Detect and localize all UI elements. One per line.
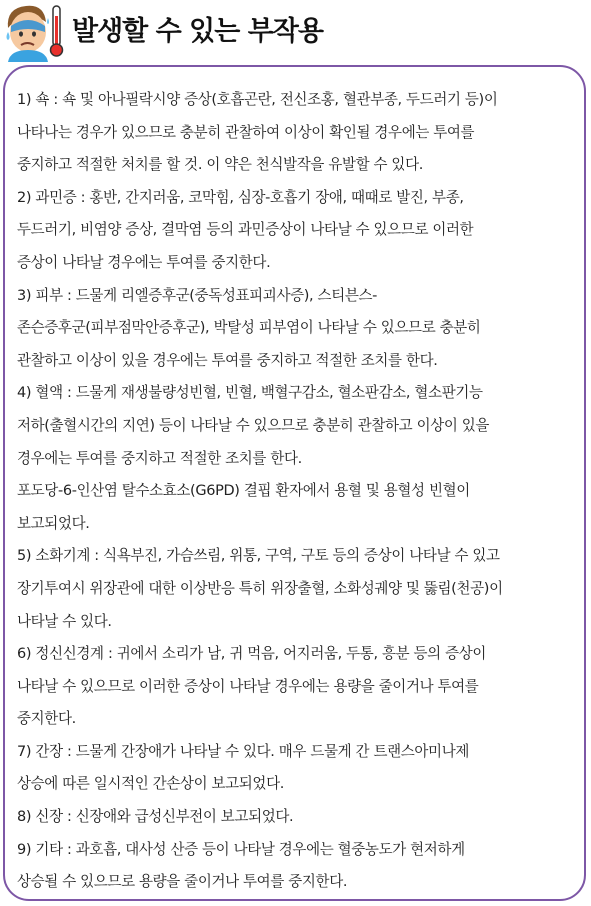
text-line: 8) 신장 : 신장애와 급성신부전이 보고되었다.	[17, 808, 294, 826]
text-line: 두드러기, 비염양 증상, 결막염 등의 과민증상이 나타날 수 있으므로 이러한	[17, 221, 474, 239]
text-line: 7) 간장 : 드물게 간장애가 나타날 수 있다. 매우 드물게 간 트랜스아미나제	[17, 742, 469, 760]
text-line: 경우에는 투여를 중지하고 적절한 조치를 한다.	[17, 449, 302, 467]
text-line: 상승에 따른 일시적인 간손상이 보고되었다.	[17, 775, 284, 793]
text-line: 저하(출혈시간의 지연) 등이 나타날 수 있으므로 충분히 관찰하고 이상이 있을	[17, 416, 490, 434]
section-header	[0, 0, 591, 62]
text-line: 나타나는 경우가 있으므로 충분히 관찰하여 이상이 확인될 경우에는 투여를	[17, 123, 475, 141]
text-line: 포도당-6-인산염 탈수소효소(G6PD) 결핍 환자에서 용혈 및 용혈성 빈혈이	[17, 482, 470, 500]
text-line: 중지하고 적절한 처치를 할 것. 이 약은 천식발작을 유발할 수 있다.	[17, 156, 424, 174]
text-line: 중지한다.	[17, 710, 76, 728]
text-line: 2) 과민증 : 홍반, 간지러움, 코막힘, 심장-호흡기 장애, 때때로 발진, 부종,	[17, 188, 464, 206]
text-line: 증상이 나타날 경우에는 투여를 중지한다.	[17, 253, 271, 271]
text-line: 나타날 수 있다.	[17, 612, 112, 630]
text-line: 관찰하고 이상이 있을 경우에는 투여를 중지하고 적절한 조치를 한다.	[17, 351, 438, 369]
side-effects-text	[17, 84, 577, 899]
text-line: 1) 쇽 : 쇽 및 아나필락시양 증상(호흡곤란, 전신조홍, 혈관부종, 두드러기 등)이	[17, 91, 498, 108]
text-line: 존슨증후군(피부점막안증후군), 박탈성 피부염이 나타날 수 있으므로 충분히	[17, 319, 481, 337]
text-line: 나타날 수 있으므로 이러한 증상이 나타날 경우에는 용량을 줄이거나 투여를	[17, 677, 479, 695]
text-line: 상승될 수 있으므로 용량을 줄이거나 투여를 중지한다.	[17, 873, 348, 891]
text-line: 9) 기타 : 과호흡, 대사성 산증 등이 나타날 경우에는 혈중농도가 현저하게	[17, 840, 465, 858]
text-line: 3) 피부 : 드물게 리엘증후군(중독성표피괴사증), 스티븐스-	[17, 286, 378, 304]
text-line: 보고되었다.	[17, 514, 90, 532]
text-line: 장기투여시 위장관에 대한 이상반응 특히 위장출혈, 소화성궤양 및 뚫림(천공)이	[17, 579, 503, 597]
text-line: 4) 혈액 : 드물게 재생불량성빈혈, 빈혈, 백혈구감소, 혈소판감소, 혈소판기능	[17, 384, 483, 402]
sick-person-thermometer-icon	[4, 2, 66, 62]
page-title: 발생할 수 있는 부작용	[72, 16, 323, 47]
text-line: 5) 소화기계 : 식욕부진, 가슴쓰림, 위통, 구역, 구토 등의 증상이 나타날 수 있고	[17, 547, 500, 565]
text-line: 6) 정신신경계 : 귀에서 소리가 남, 귀 먹음, 어지러움, 두통, 흥분 등의 증상이	[17, 645, 487, 663]
